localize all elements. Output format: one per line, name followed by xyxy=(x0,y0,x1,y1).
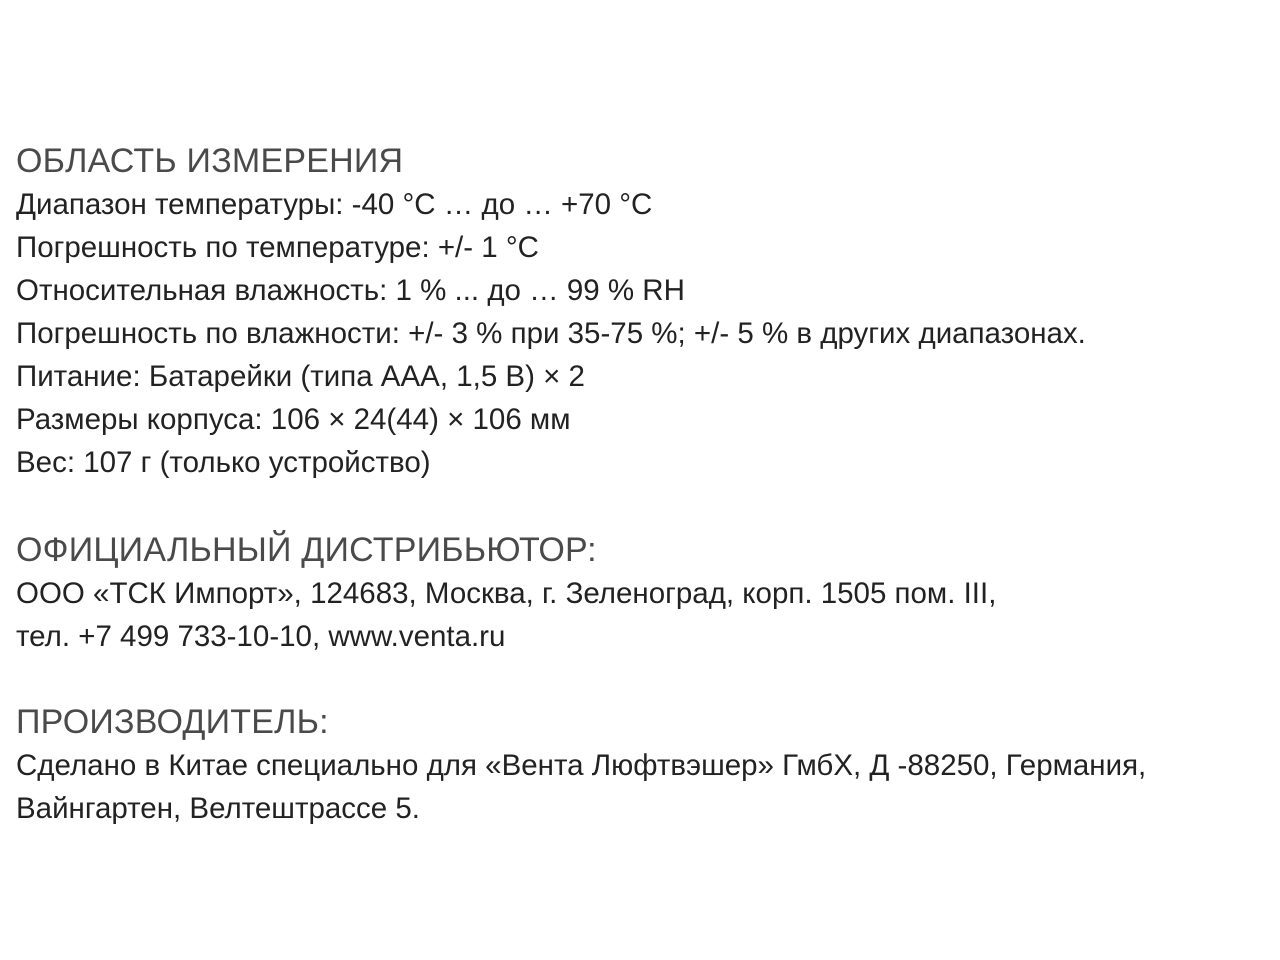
distributor-address-line: ООО «ТСК Импорт», 124683, Москва, г. Зеленоград, корп. 1505 пом. III, xyxy=(16,577,997,610)
spec-page xyxy=(16,0,1272,960)
weight-line: Вес: 107 г (только устройство) xyxy=(16,446,431,479)
humidity-accuracy-line: Погрешность по влажности: +/- 3 % при 35-75 %; +/- 5 % в других диапазонах. xyxy=(16,317,1086,350)
power-line: Питание: Батарейки (типа AAA, 1,5 В) × 2 xyxy=(16,360,585,393)
manufacturer-origin-line: Сделано в Китае специально для «Вента Люфтвэшер» ГмбХ, Д -88250, Германия, xyxy=(16,749,1147,782)
distributor-section xyxy=(16,528,1272,658)
measurement-section xyxy=(16,139,1272,484)
distributor-contact-line: тел. +7 499 733-10-10, www.venta.ru xyxy=(16,620,506,653)
distributor-heading: ОФИЦИАЛЬНЫЙ ДИСТРИБЬЮТОР: xyxy=(16,531,597,569)
humidity-range-line: Относительная влажность: 1 % ... до … 99 % RH xyxy=(16,274,685,307)
manufacturer-heading: ПРОИЗВОДИТЕЛЬ: xyxy=(16,703,329,741)
measurement-heading: ОБЛАСТЬ ИЗМЕРЕНИЯ xyxy=(16,142,404,180)
dimensions-line: Размеры корпуса: 106 × 24(44) × 106 мм xyxy=(16,403,571,436)
manufacturer-address-line: Вайнгартен, Велтештрассе 5. xyxy=(16,792,420,825)
manufacturer-section xyxy=(16,700,1272,830)
temperature-accuracy-line: Погрешность по температуре: +/- 1 °C xyxy=(16,231,539,264)
temperature-range-line: Диапазон температуры: -40 °C … до … +70 °C xyxy=(16,188,653,221)
